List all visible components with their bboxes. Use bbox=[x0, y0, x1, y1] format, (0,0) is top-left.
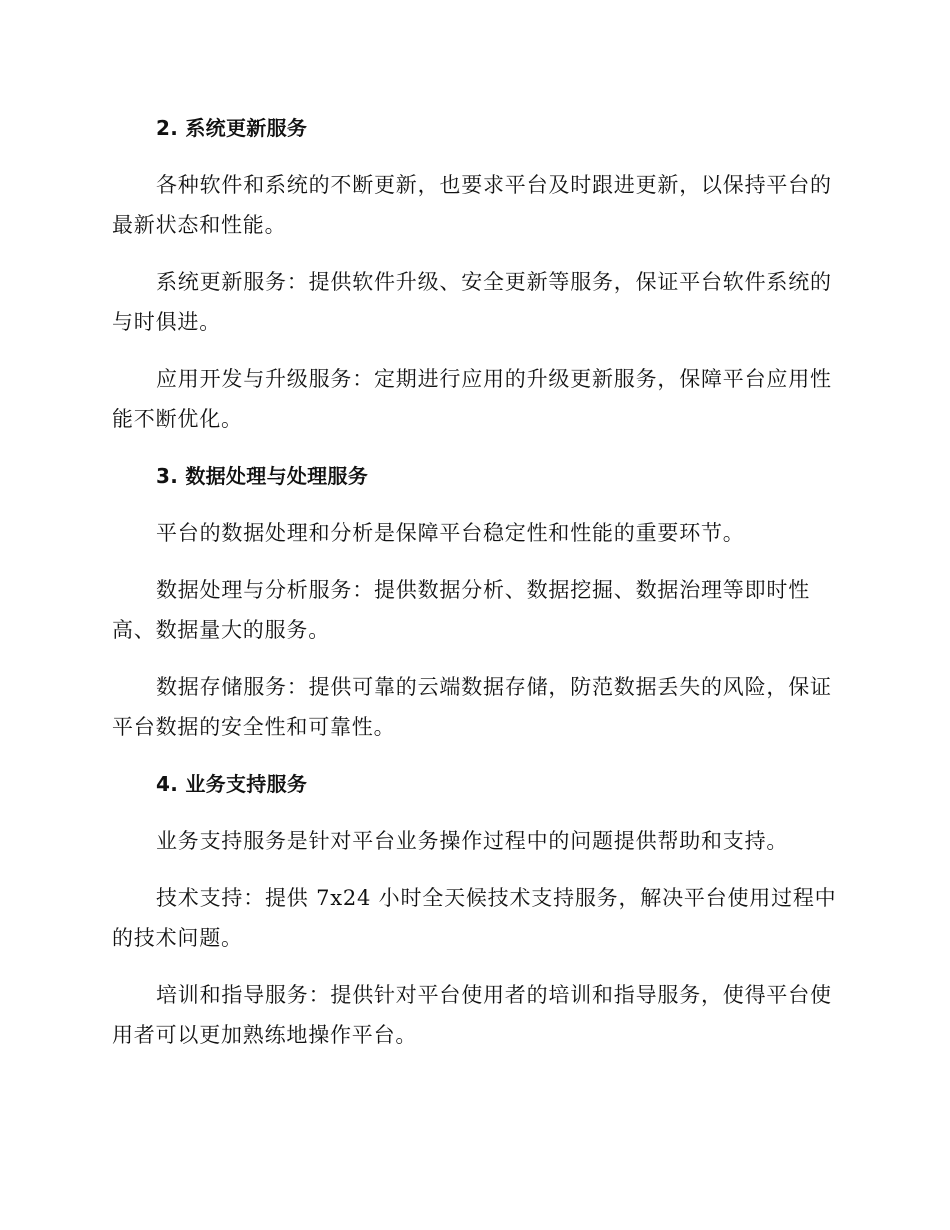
paragraph: 平台的数据处理和分析是保障平台稳定性和性能的重要环节。 bbox=[156, 521, 745, 545]
paragraph: 各种软件和系统的不断更新，也要求平台及时跟进更新，以保持平台的最新状态和性能。 bbox=[112, 173, 832, 237]
section-heading-business-support: 4. 业务支持服务 bbox=[156, 772, 308, 796]
paragraph: 技术支持：提供 7x24 小时全天候技术支持服务，解决平台使用过程中的技术问题。 bbox=[112, 886, 837, 950]
section-heading-data-processing: 3. 数据处理与处理服务 bbox=[156, 464, 369, 488]
paragraph: 数据存储服务：提供可靠的云端数据存储，防范数据丢失的风险，保证平台数据的安全性和可靠性。 bbox=[112, 675, 832, 739]
paragraph: 业务支持服务是针对平台业务操作过程中的问题提供帮助和支持。 bbox=[156, 829, 789, 853]
paragraph: 数据处理与分析服务：提供数据分析、数据挖掘、数据治理等即时性高、数据量大的服务。 bbox=[112, 578, 810, 642]
paragraph: 系统更新服务：提供软件升级、安全更新等服务，保证平台软件系统的与时俱进。 bbox=[112, 270, 832, 334]
document-body bbox=[112, 108, 838, 1055]
section-heading-system-update: 2. 系统更新服务 bbox=[156, 116, 308, 140]
paragraph: 培训和指导服务：提供针对平台使用者的培训和指导服务，使得平台使用者可以更加熟练地操作平台。 bbox=[112, 983, 832, 1047]
paragraph: 应用开发与升级服务：定期进行应用的升级更新服务，保障平台应用性能不断优化。 bbox=[112, 367, 832, 431]
